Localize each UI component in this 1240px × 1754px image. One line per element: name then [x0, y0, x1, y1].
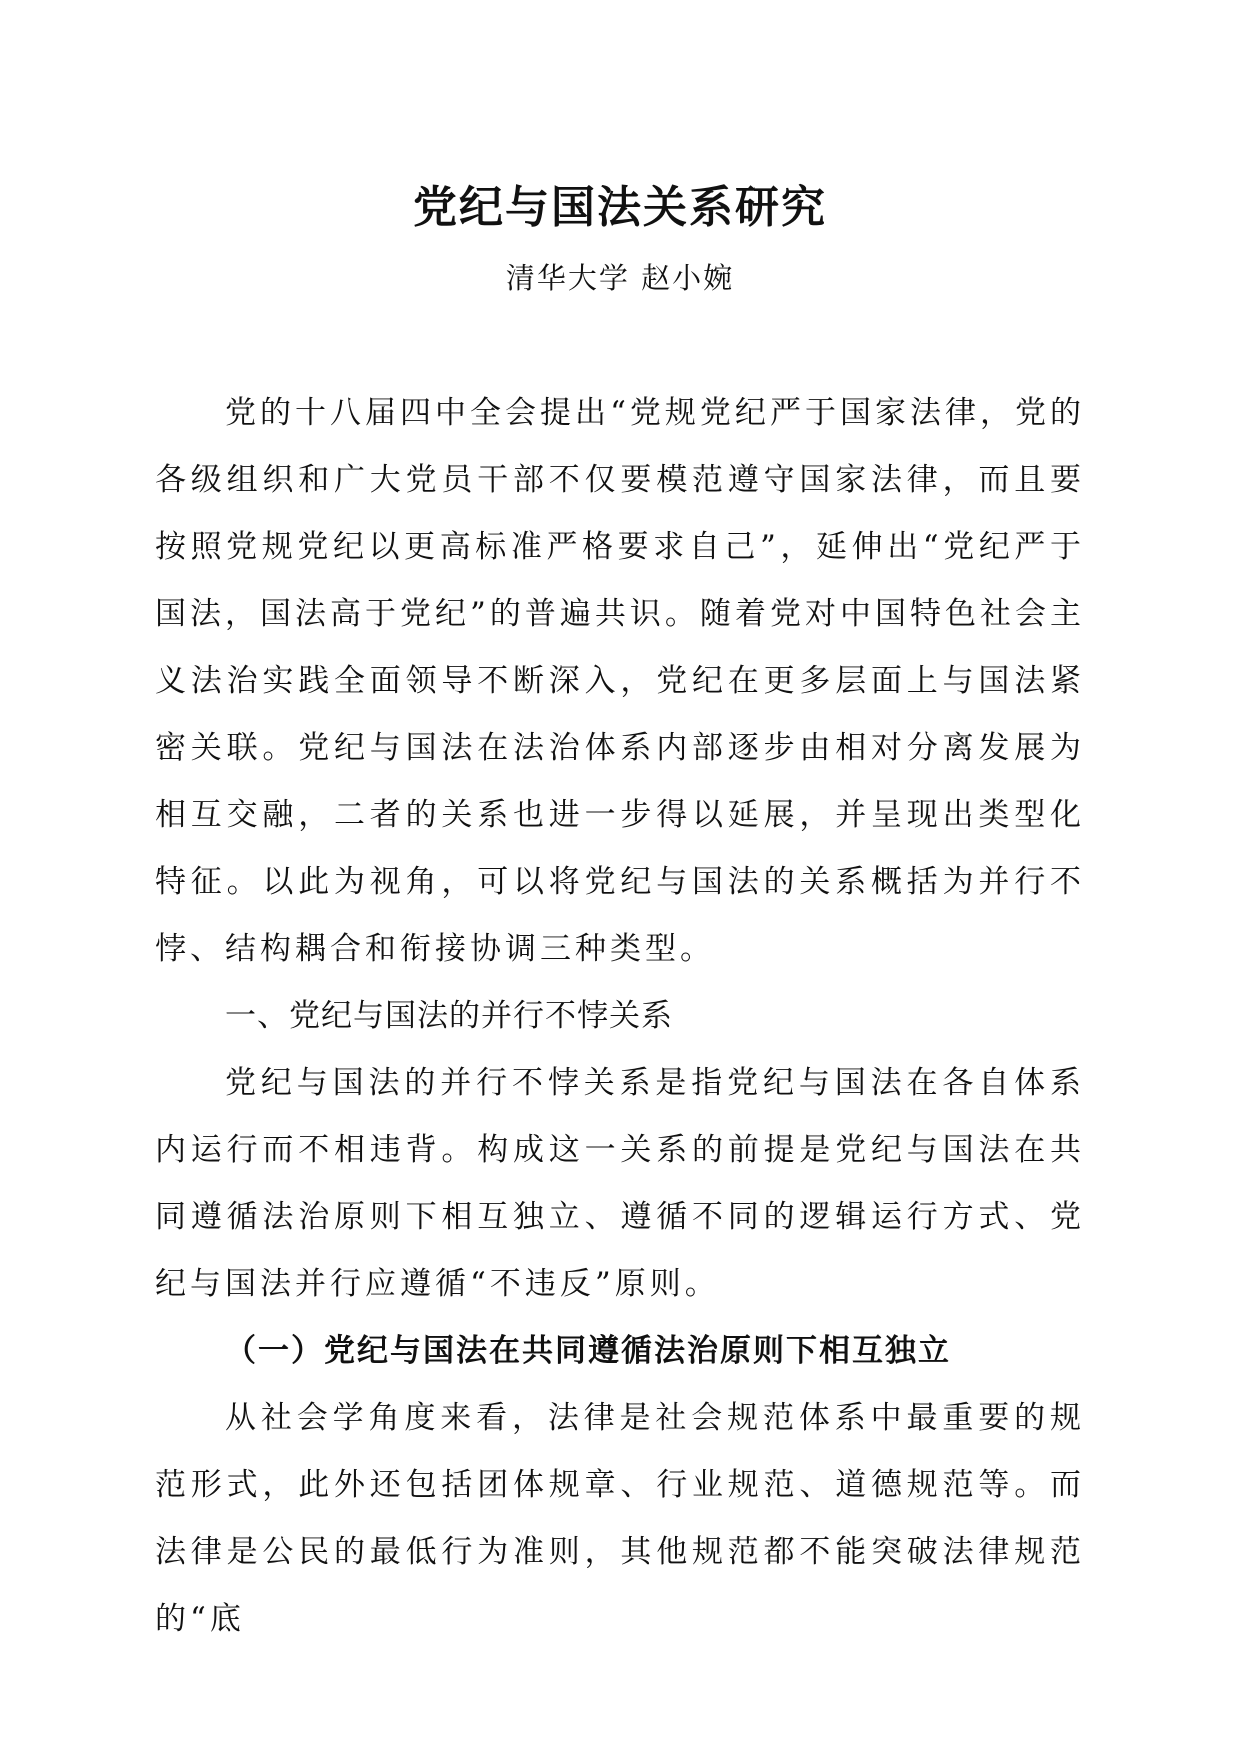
document-body [155, 380, 1085, 1653]
paragraph-section-1: 党纪与国法的并行不悖关系是指党纪与国法在各自体系内运行而不相违背。构成这一关系的前提是党纪与国法在共同遵循法治原则下相互独立、遵循不同的逻辑运行方式、党纪与国法并行应遵循“不违反”原则。 [155, 1065, 1085, 1302]
section-heading-1: 一、党纪与国法的并行不悖关系 [225, 998, 673, 1034]
subsection-heading-1: （一）党纪与国法在共同遵循法治原则下相互独立 [225, 1333, 951, 1369]
paragraph-subsection-1: 从社会学角度来看，法律是社会规范体系中最重要的规范形式，此外还包括团体规章、行业规范、道德规范等。而法律是公民的最低行为准则，其他规范都不能突破法律规范的“底 [155, 1400, 1085, 1637]
paragraph-intro: 党的十八届四中全会提出“党规党纪严于国家法律，党的各级组织和广大党员干部不仅要模范遵守国家法律，而且要按照党规党纪以更高标准严格要求自己”，延伸出“党纪严于国法，国法高于党纪”的普遍共识。随着党对中国特色社会主义法治实践全面领导不断深入，党纪在更多层面上与国法紧密关联。党纪与国法在法治体系内部逐步由相对分离发展为相互交融，二者的关系也进一步得以延展，并呈现出类型化特征。以此为视角，可以将党纪与国法的关系概括为并行不悖、结构耦合和衔接协调三种类型。 [155, 395, 1085, 967]
document-title: 党纪与国法关系研究 [413, 182, 827, 233]
document-author: 清华大学 赵小婉 [505, 261, 735, 295]
